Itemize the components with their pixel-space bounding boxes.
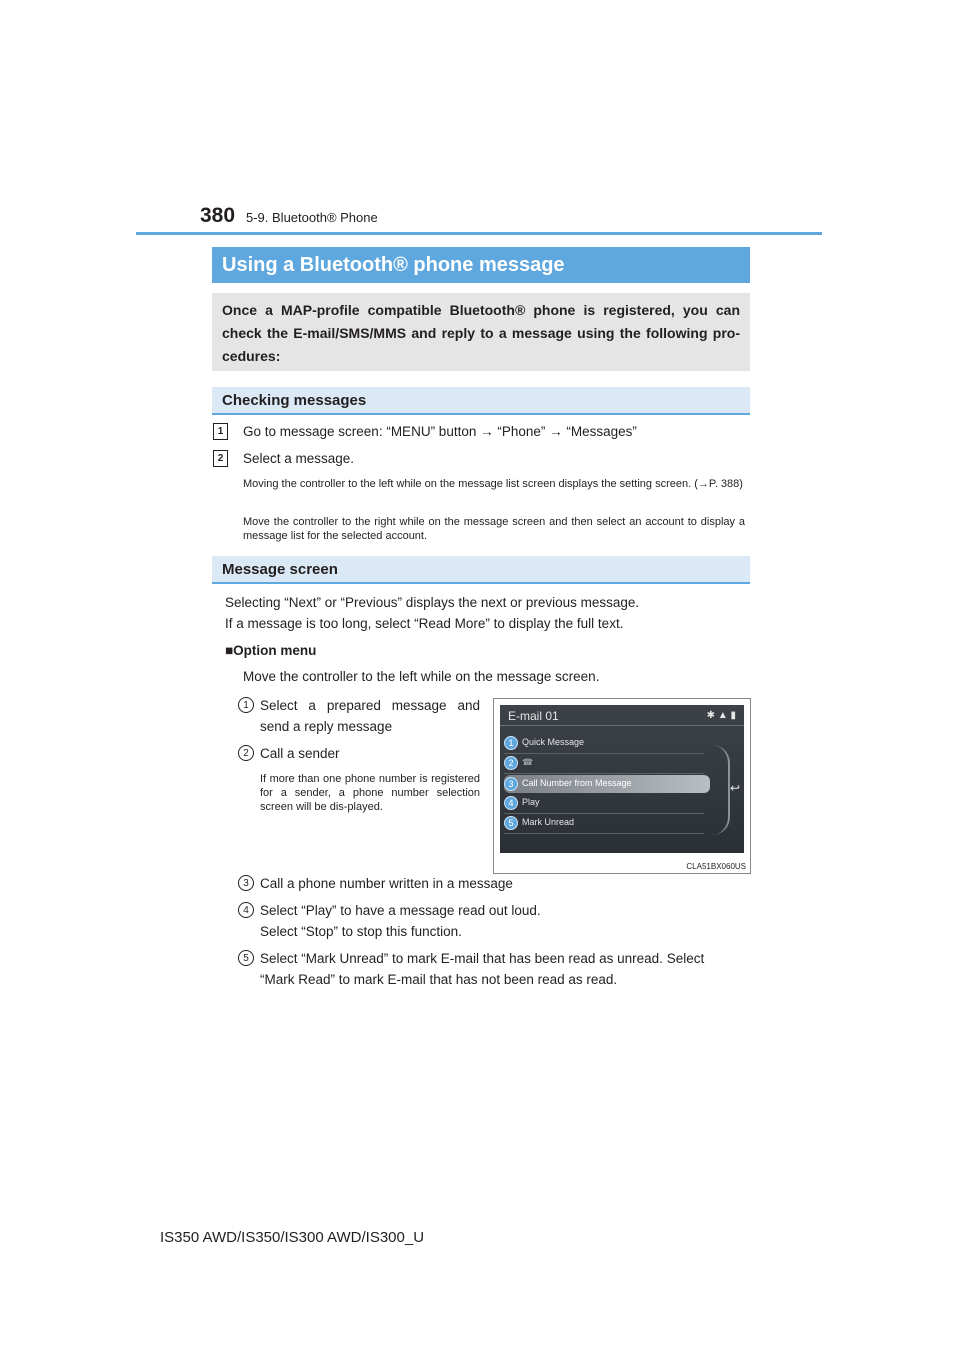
back-icon[interactable]: ↩: [730, 781, 741, 795]
note: If more than one phone number is registered for a sender, a phone number selection screen will be dis-played.: [260, 773, 480, 813]
status-icons: ✱ ▲ ▮: [706, 710, 736, 721]
screen-title: E-mail 01: [508, 709, 559, 723]
note: Move the controller to the right while on the message screen and then select an account to display a message list for the selected account.: [243, 516, 745, 542]
paragraph: Move the controller to the left while on the message screen.: [243, 669, 600, 684]
header-divider: [136, 232, 822, 235]
display-screenshot: [493, 698, 751, 874]
menu-item[interactable]: [504, 815, 704, 834]
item-number: 5: [238, 950, 254, 966]
item-text: Select “Stop” to stop this function.: [260, 924, 462, 939]
menu-item-number: 4: [504, 796, 518, 810]
page-number: 380: [200, 204, 236, 227]
note: Moving the controller to the left while on the message list screen displays the setting screen. (→P. 388): [243, 478, 743, 490]
intro-box: Once a MAP-profile compatible Bluetooth® phone is registered, you can check the E-mail/SMS/MMS and reply to a message using the following pro-cedures:: [212, 293, 750, 371]
item-number: 3: [238, 875, 254, 891]
item-number: 2: [238, 745, 254, 761]
menu-item-number: 3: [504, 777, 518, 791]
screen-divider: [500, 725, 744, 726]
item-number: 4: [238, 902, 254, 918]
footer-model: IS350 AWD/IS350/IS300 AWD/IS300_U: [160, 1229, 425, 1246]
step-number: 2: [213, 450, 228, 467]
item-text: Select a prepared message and send a reply message: [260, 698, 480, 734]
menu-item[interactable]: [504, 735, 704, 754]
paragraph: If a message is too long, select “Read More” to display the full text.: [225, 616, 624, 631]
menu-item-label: Mark Unread: [522, 817, 575, 827]
item-text: Select “Mark Unread” to mark E-mail that has been read as unread. Select: [260, 951, 705, 966]
item-text: Call a sender: [260, 746, 340, 761]
menu-item[interactable]: [504, 755, 704, 774]
step-text: Go to message screen: “MENU” button → “Phone” → “Messages”: [243, 424, 637, 439]
display-panel: [500, 705, 744, 853]
checking-heading: Checking messages: [212, 387, 750, 415]
item-text: Call a phone number written in a message: [260, 876, 513, 891]
menu-item-label: Quick Message: [522, 737, 585, 747]
controller-arc: [712, 745, 730, 835]
step-number: 1: [213, 423, 228, 440]
menu-item-number: 1: [504, 736, 518, 750]
image-code: CLA51BX060US: [686, 862, 746, 871]
page-title: Using a Bluetooth® phone message: [212, 247, 750, 283]
menu-item-selected[interactable]: [504, 775, 710, 793]
step-text: Select a message.: [243, 451, 355, 466]
option-menu-title: ■Option menu: [225, 643, 317, 658]
message-screen-heading: Message screen: [212, 556, 750, 584]
menu-item[interactable]: [504, 795, 704, 814]
menu-item-label: Play: [522, 797, 540, 807]
item-number: 1: [238, 697, 254, 713]
menu-item-label: Call Number from Message: [522, 778, 632, 788]
menu-item-number: 5: [504, 816, 518, 830]
paragraph: Selecting “Next” or “Previous” displays the next or previous message.: [225, 595, 640, 610]
item-text: “Mark Read” to mark E-mail that has not been read as read.: [260, 972, 618, 987]
menu-item-icon: ☎: [522, 757, 534, 767]
menu-item-number: 2: [504, 756, 518, 770]
item-text: Select “Play” to have a message read out loud.: [260, 903, 541, 918]
section-title: 5-9. Bluetooth® Phone: [246, 210, 378, 225]
